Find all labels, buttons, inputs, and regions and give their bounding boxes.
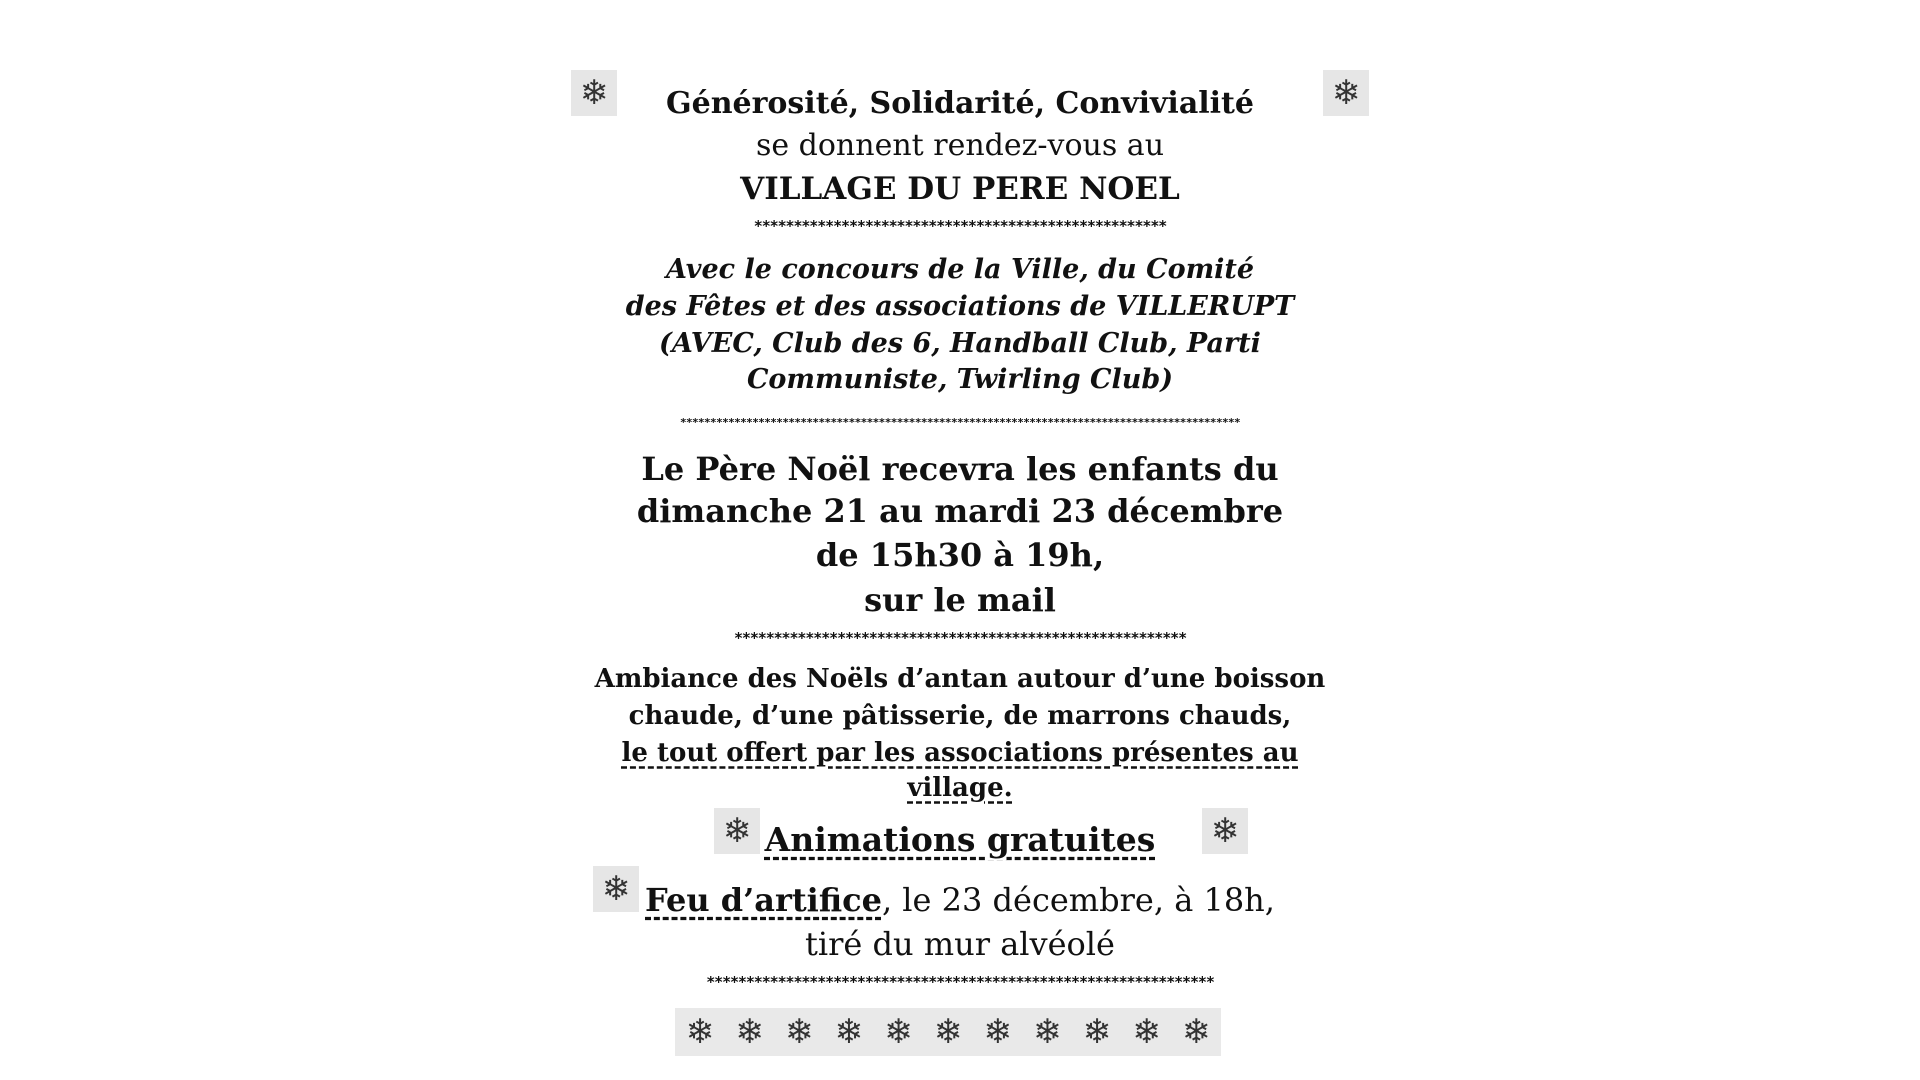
subtitle: se donnent rendez-vous au	[755, 128, 1165, 163]
feu-title: Feu d’artifice	[645, 881, 882, 919]
concours-line: des Fêtes et des associations de VILLERUPT	[625, 291, 1295, 322]
snowflake-icon: ❄	[784, 1012, 814, 1052]
feu-details: , le 23 décembre, à 18h,	[881, 881, 1275, 919]
concours-line: Communiste, Twirling Club)	[746, 364, 1174, 395]
snowflake-icon: ❄	[1181, 1012, 1211, 1052]
snowflake-icon: ❄	[1032, 1012, 1062, 1052]
animations-heading	[0, 820, 1920, 859]
village-heading: VILLAGE DU PERE NOEL	[740, 171, 1180, 207]
snowflake-icon: ❄	[933, 1012, 963, 1052]
ambiance-line: Ambiance des Noëls d’antan autour d’une boisson	[594, 664, 1326, 694]
ambiance-line	[0, 740, 1920, 766]
feu-line-2: tiré du mur alvéolé	[805, 925, 1115, 963]
ambiance-offer-text: village.	[907, 773, 1013, 803]
snowflake-icon: ❄	[983, 1012, 1012, 1052]
snowflake-icon: ❄	[884, 1012, 913, 1052]
animations-label: Animations gratuites	[764, 820, 1156, 859]
concours-line: (AVEC, Club des 6, Handball Club, Parti	[659, 328, 1261, 359]
snowflake-icon: ❄	[834, 1012, 863, 1052]
snowflake-icon: ❄	[714, 808, 760, 854]
separator: *********************************************************	[733, 629, 1187, 647]
snowflake-icon: ❄	[1323, 70, 1369, 116]
ambiance-line	[0, 775, 1920, 801]
snowflake-icon: ❄	[685, 1012, 715, 1052]
snowflake-icon: ❄	[1132, 1012, 1161, 1052]
reception-line: sur le mail	[864, 581, 1056, 619]
ambiance-offer-text: le tout offert par les associations présentes au	[621, 738, 1299, 768]
separator: ****************************************************************	[706, 973, 1214, 991]
ambiance-line: chaude, d’une pâtisserie, de marrons chauds,	[628, 701, 1292, 731]
feu-line	[0, 881, 1920, 919]
page-title: Générosité, Solidarité, Convivialité	[666, 86, 1254, 121]
separator: *********************************************************************************************	[679, 416, 1241, 429]
snowflake-icon: ❄	[1082, 1012, 1112, 1052]
separator: ****************************************************	[753, 217, 1167, 235]
snowflake-icon: ❄	[571, 70, 617, 116]
reception-line: Le Père Noël recevra les enfants du	[641, 450, 1279, 488]
reception-line: dimanche 21 au mardi 23 décembre	[636, 492, 1284, 530]
snowflake-icon: ❄	[735, 1012, 764, 1052]
concours-line: Avec le concours de la Ville, du Comité	[665, 254, 1255, 285]
snowflake-icon: ❄	[1202, 808, 1248, 854]
reception-line: de 15h30 à 19h,	[815, 536, 1105, 574]
snowflake-row	[675, 1008, 1221, 1056]
snowflake-icon: ❄	[593, 866, 639, 912]
